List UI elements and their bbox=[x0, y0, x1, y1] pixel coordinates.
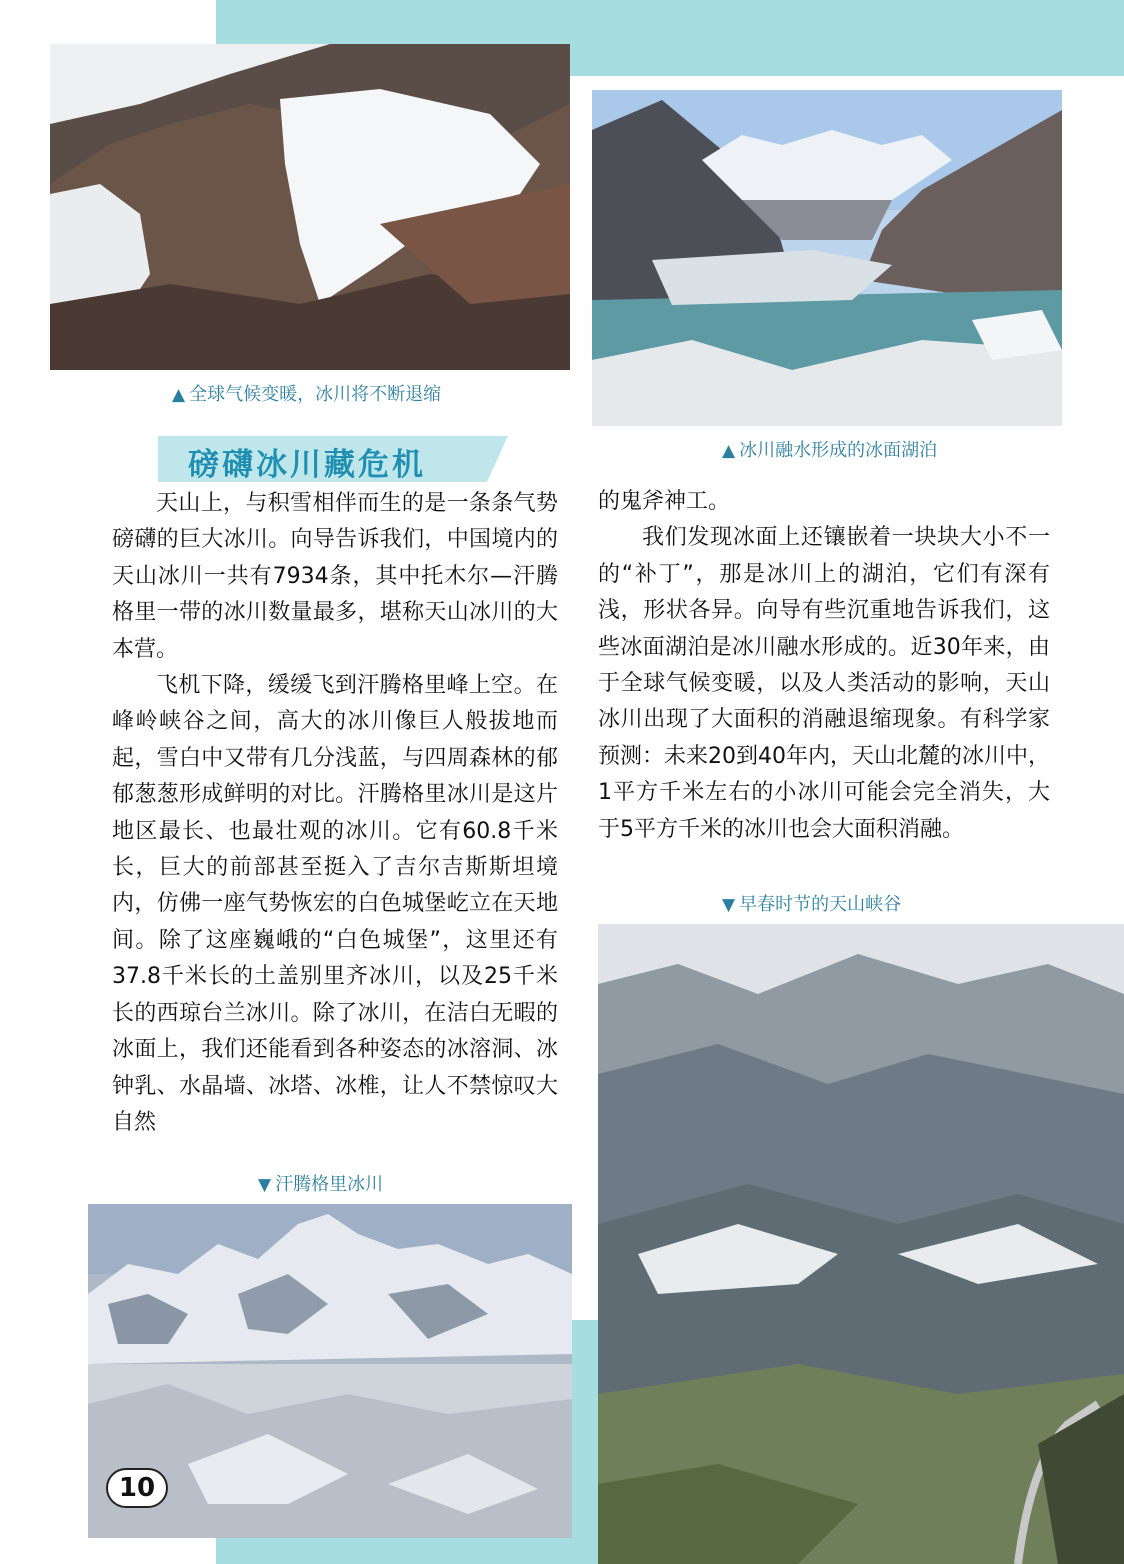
right-paragraph-0: 的鬼斧神工。 bbox=[598, 489, 731, 514]
section-title bbox=[158, 436, 508, 482]
up-triangle-icon: ▲ bbox=[722, 441, 736, 461]
caption-photo4: ▼ 早春时节的天山峡谷 bbox=[722, 894, 902, 915]
caption-photo1: ▲ 全球气候变暖，冰川将不断退缩 bbox=[172, 384, 442, 405]
photo-glacier-slope bbox=[50, 44, 570, 370]
photo-tianshan-valley bbox=[598, 924, 1124, 1564]
caption-photo2: ▲ 冰川融水形成的冰面湖泊 bbox=[722, 440, 938, 461]
left-text-column bbox=[112, 486, 558, 1141]
right-text-column bbox=[598, 484, 1050, 848]
left-paragraph-1: 天山上，与积雪相伴而生的是一条条气势磅礴的巨大冰川。向导告诉我们，中国境内的天山冰川一共有7934条，其中托木尔—汗腾格里一带的冰川数量最多，堪称天山冰川的大本营。 bbox=[112, 491, 558, 662]
page-number: 10 bbox=[106, 1468, 168, 1508]
up-triangle-icon: ▲ bbox=[172, 385, 186, 405]
down-triangle-icon: ▼ bbox=[722, 895, 736, 915]
left-paragraph-2: 飞机下降，缓缓飞到汗腾格里峰上空。在峰岭峡谷之间，高大的冰川像巨人般拔地而起，雪白中又带有几分浅蓝，与四周森林的郁郁葱葱形成鲜明的对比。汗腾格里冰川是这片地区最长、也最壮观的冰川。它有60.8千米长，巨大的前部甚至挺入了吉尔吉斯斯坦境内，仿佛一座气势恢宏的白色城堡屹立在天地间。除了这座巍峨的“白色城堡”，这里还有37.8千米长的土盖别里齐冰川，以及25千米长的西琼台兰冰川。除了冰川，在洁白无暇的冰面上，我们还能看到各种姿态的冰溶洞、冰钟乳、水晶墙、冰塔、冰椎，让人不禁惊叹大自然 bbox=[112, 673, 558, 1135]
caption-photo3: ▼ 汗腾格里冰川 bbox=[258, 1174, 384, 1195]
down-triangle-icon: ▼ bbox=[258, 1175, 272, 1195]
section-title-text: 磅礴冰川藏危机 bbox=[188, 447, 426, 483]
right-paragraph-1: 我们发现冰面上还镶嵌着一块块大小不一的“补丁”，那是冰川上的湖泊，它们有深有浅，形状各异。向导有些沉重地告诉我们，这些冰面湖泊是冰川融水形成的。近30年来，由于全球气候变暖，以及人类活动的影响，天山冰川出现了大面积的消融退缩现象。有科学家预测：未来20到40年内，天山北麓的冰川中，1平方千米左右的小冰川可能会完全消失，大于5平方千米的冰川也会大面积消融。 bbox=[598, 525, 1050, 842]
photo-glacier-lake bbox=[592, 90, 1062, 426]
